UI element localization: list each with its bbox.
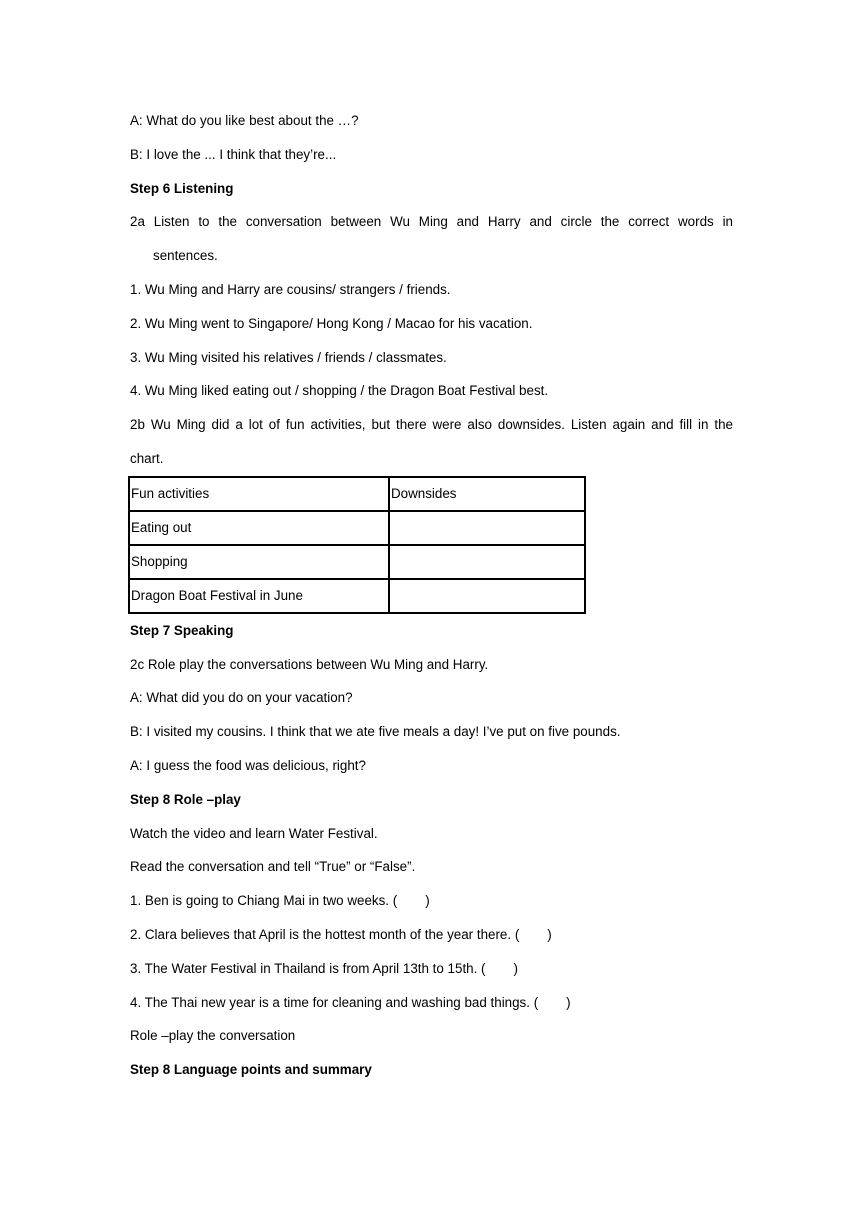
table-cell-downside-blank[interactable] — [389, 579, 585, 613]
table-header-fun-activities: Fun activities — [129, 477, 389, 511]
table-row — [129, 579, 585, 613]
table-cell-downside-blank[interactable] — [389, 511, 585, 545]
true-false-item-1: 1. Ben is going to Chiang Mai in two weeks. ( ) — [130, 893, 430, 909]
table-header-downsides: Downsides — [389, 477, 585, 511]
task-2a-instruction-cont: sentences. — [153, 248, 218, 264]
step8-final-line: Role –play the conversation — [130, 1028, 296, 1044]
step7-line: A: What did you do on your vacation? — [130, 690, 353, 706]
step7-line: B: I visited my cousins. I think that we ate five meals a day! I’ve put on five pounds. — [130, 724, 621, 740]
step7-heading: Step 7 Speaking — [130, 622, 234, 638]
step8-line: Read the conversation and tell “True” or “False”. — [130, 859, 416, 875]
step8-line: Watch the video and learn Water Festival. — [130, 825, 378, 841]
task-2a-item-4: 4. Wu Ming liked eating out / shopping / the Dragon Boat Festival best. — [130, 383, 549, 399]
dialogue-line-a: A: What do you like best about the …? — [130, 113, 359, 128]
step8-heading: Step 8 Role –play — [130, 791, 241, 807]
step6-heading: Step 6 Listening — [130, 180, 234, 196]
table-row — [129, 545, 585, 579]
task-2b-instruction-cont: chart. — [130, 450, 164, 466]
step7-line: 2c Role play the conversations between Wu Ming and Harry. — [130, 656, 489, 672]
true-false-item-3: 3. The Water Festival in Thailand is from April 13th to 15th. ( ) — [130, 960, 518, 976]
activities-chart — [128, 476, 586, 614]
task-2a-instruction: 2a Listen to the conversation between Wu Ming and Harry and circle the correct words in — [130, 214, 733, 230]
table-cell-downside-blank[interactable] — [389, 545, 585, 579]
table-row — [129, 511, 585, 545]
task-2a-item-2: 2. Wu Ming went to Singapore/ Hong Kong / Macao for his vacation. — [130, 315, 533, 331]
table-header-row — [129, 477, 585, 511]
task-2b-instruction: 2b Wu Ming did a lot of fun activities, but there were also downsides. Listen again and fill in the — [130, 417, 733, 433]
step7-line: A: I guess the food was delicious, right? — [130, 757, 366, 773]
table-cell-activity: Shopping — [129, 545, 389, 579]
task-2a-item-1: 1. Wu Ming and Harry are cousins/ strangers / friends. — [130, 281, 451, 297]
table-cell-activity: Dragon Boat Festival in June — [129, 579, 389, 613]
task-2a-item-3: 3. Wu Ming visited his relatives / friends / classmates. — [130, 349, 447, 365]
document-page — [130, 104, 733, 1087]
true-false-item-2: 2. Clara believes that April is the hottest month of the year there. ( ) — [130, 926, 552, 942]
true-false-item-4: 4. The Thai new year is a time for cleaning and washing bad things. ( ) — [130, 994, 571, 1010]
table-cell-activity: Eating out — [129, 511, 389, 545]
dialogue-line-b: B: I love the ... I think that they’re... — [130, 146, 337, 162]
step8b-heading: Step 8 Language points and summary — [130, 1062, 372, 1078]
